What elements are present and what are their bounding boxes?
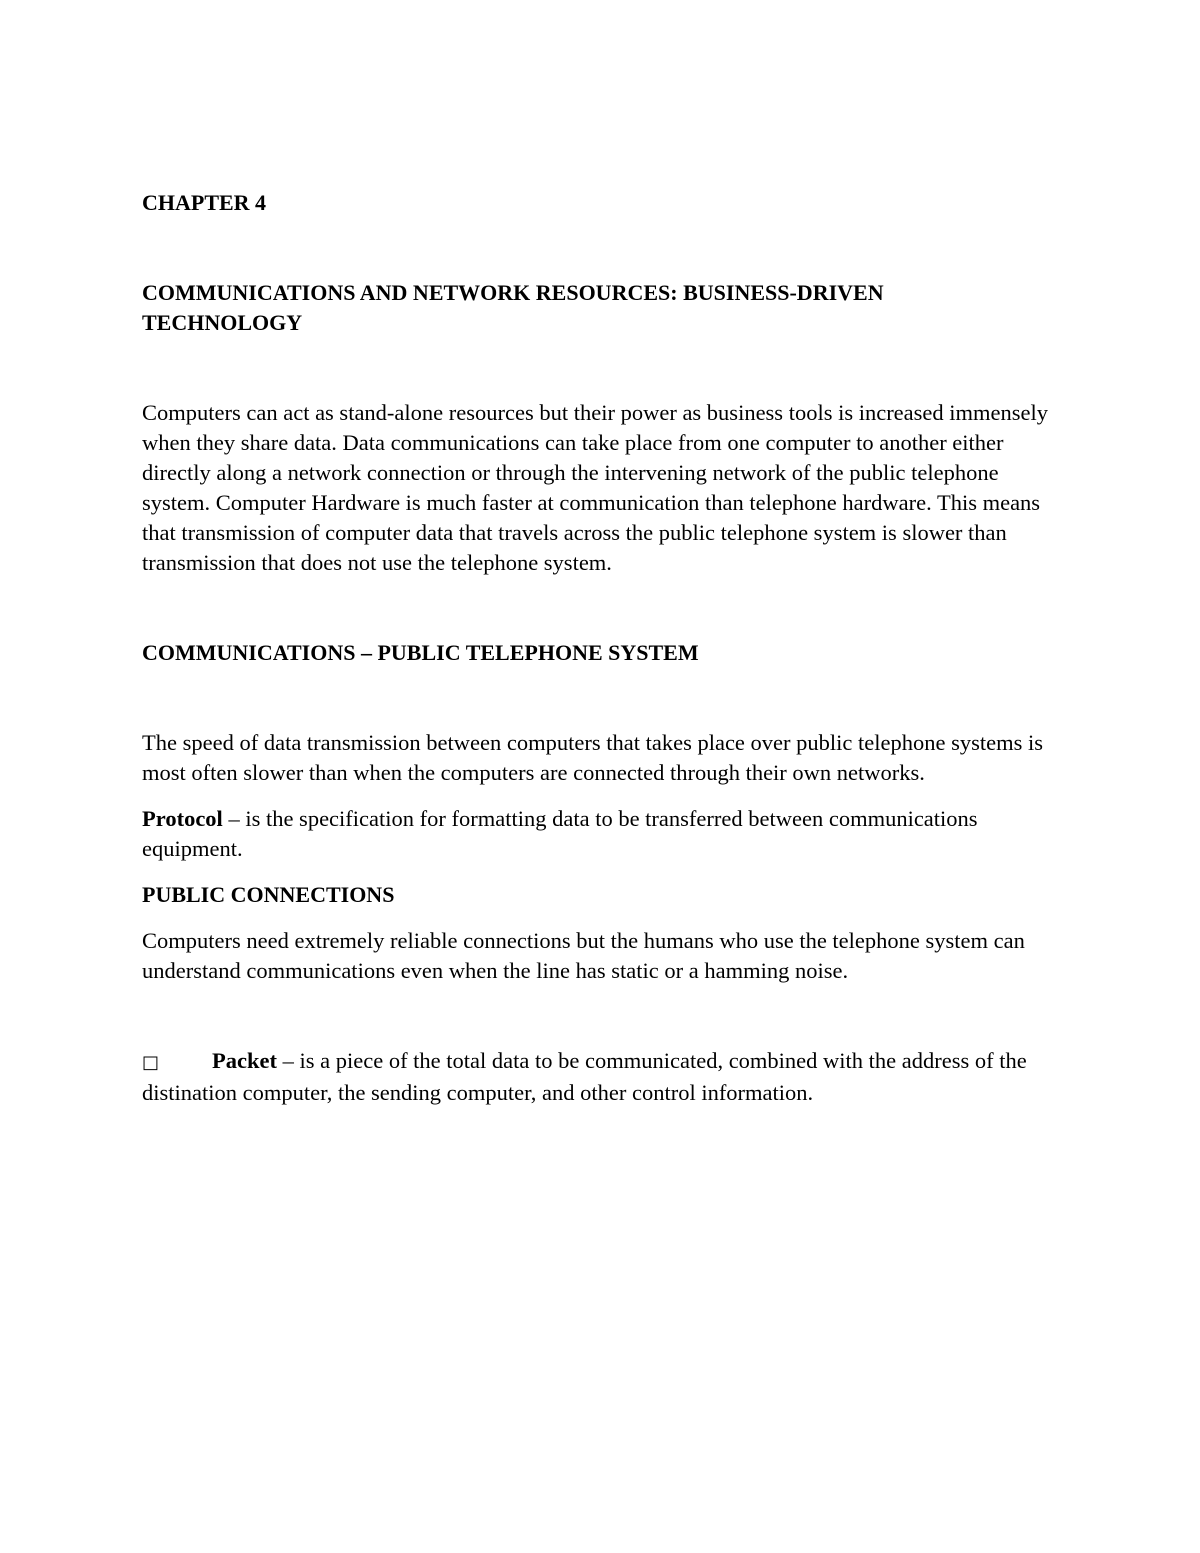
intro-paragraph: Computers can act as stand-alone resources but their power as business tools is increased immensely when they share data. Data communications can take place from one computer to another either directly along a network connection or through the intervening network of the public telephone system. Computer Hardware is much faster at communication than telephone hardware. This means that transmission of computer data that travels across the public telephone system is slower than transmission that does not use the telephone system. <box>142 400 1049 575</box>
packet-term: Packet <box>212 1048 277 1073</box>
chapter-title-line-2: TECHNOLOGY <box>142 310 303 335</box>
protocol-term: Protocol <box>142 806 223 831</box>
chapter-title-line-1: COMMUNICATIONS AND NETWORK RESOURCES: BUSINESS-DRIVEN <box>142 280 884 305</box>
chapter-label: CHAPTER 4 <box>142 190 267 215</box>
protocol-definition <box>142 804 1072 864</box>
section-heading-public-connections: PUBLIC CONNECTIONS <box>142 882 395 907</box>
bullet-box-icon: □ <box>142 1052 160 1073</box>
section-paragraph-speed: The speed of data transmission between computers that takes place over public telephone systems is most often slower than when the computers are connected through their own networks. <box>142 730 1043 785</box>
section-heading-public-telephone: COMMUNICATIONS – PUBLIC TELEPHONE SYSTEM <box>142 640 699 665</box>
section-paragraph-connections: Computers need extremely reliable connections but the humans who use the telephone system can understand communications even when the line has static or a hamming noise. <box>142 928 1025 983</box>
packet-definition-text: – is a piece of the total data to be communicated, combined with the address of the distination computer, the sending computer, and other control information. <box>142 1048 1027 1105</box>
protocol-definition-text: – is the specification for formatting data to be transferred between communications equipment. <box>142 806 978 861</box>
packet-bullet-item <box>142 1046 1072 1108</box>
document-page <box>142 188 1072 1108</box>
